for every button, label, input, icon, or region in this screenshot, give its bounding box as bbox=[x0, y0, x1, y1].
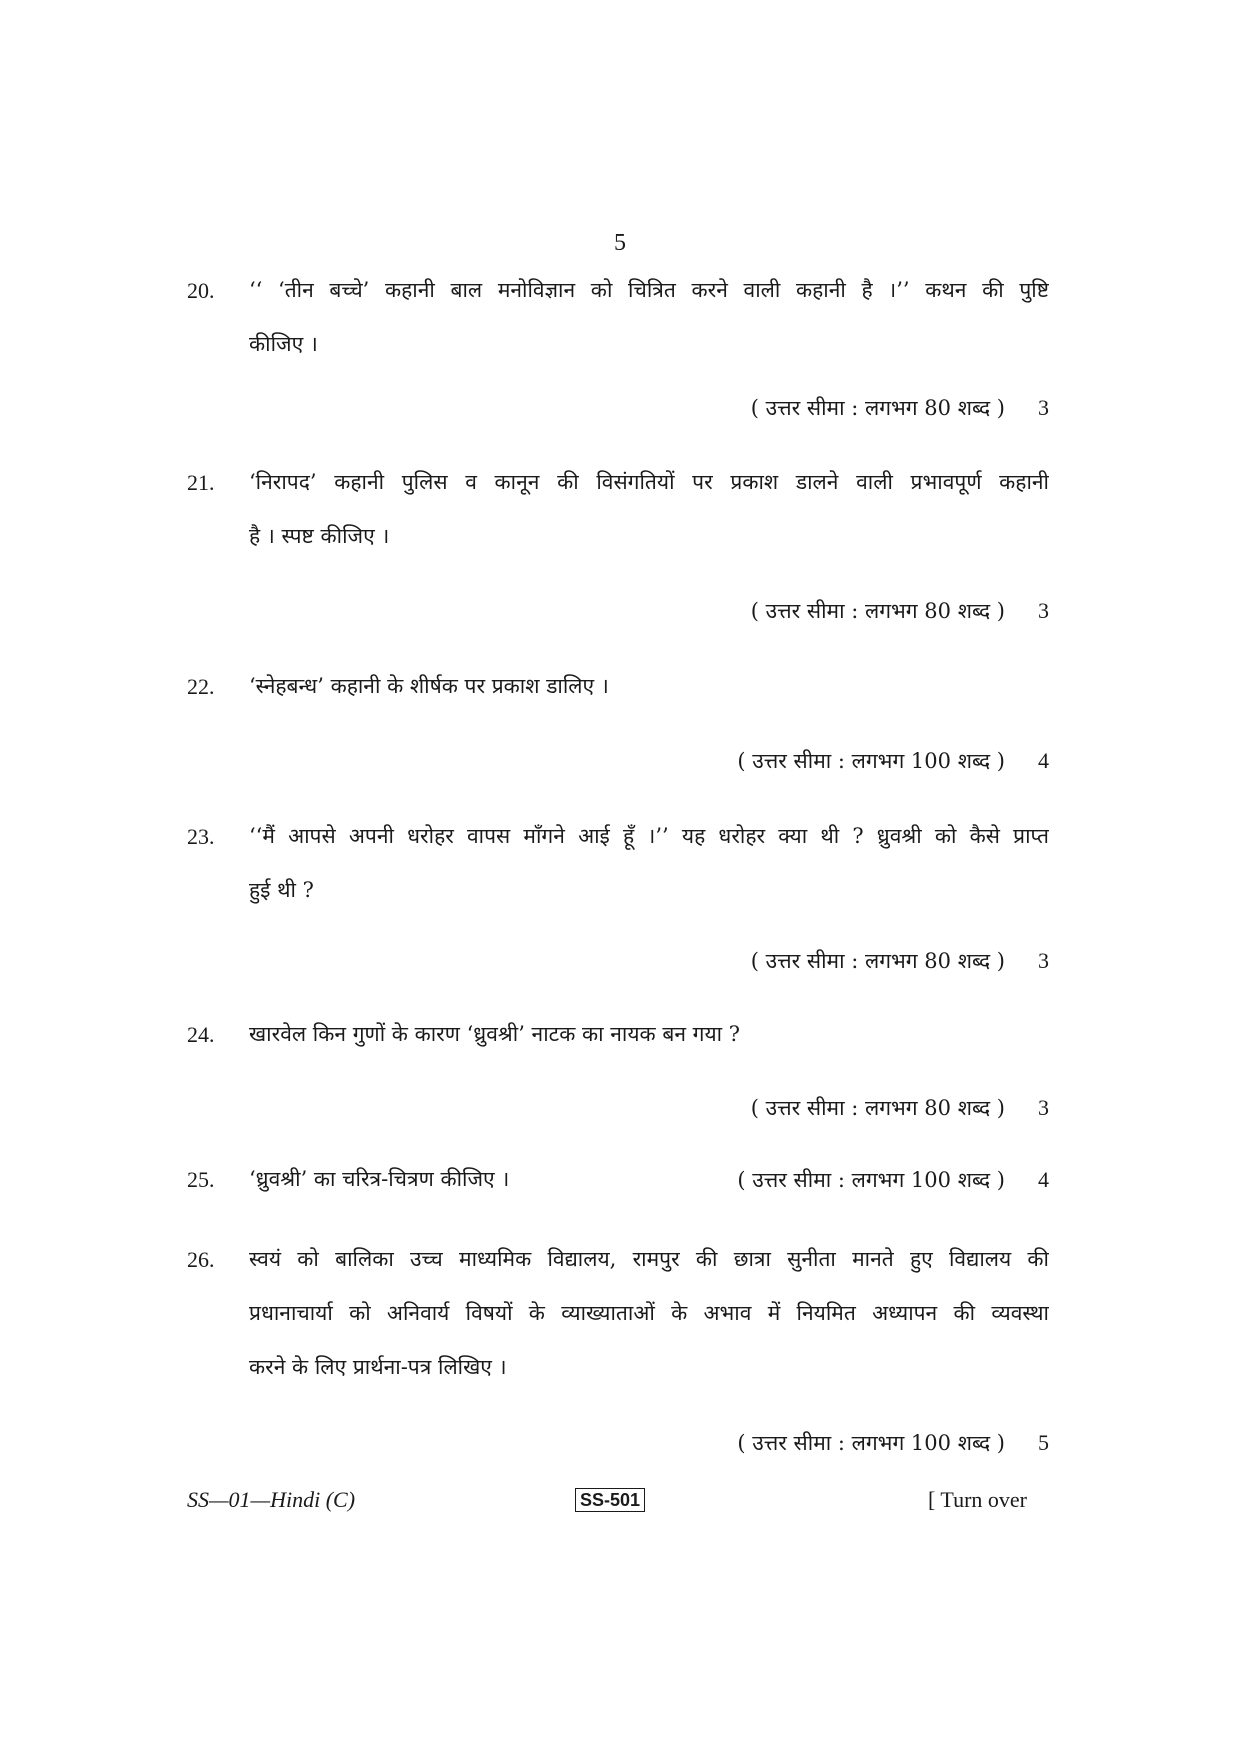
answer-limit: ( उत्तर सीमा : लगभग 100 शब्द ) bbox=[737, 1168, 1005, 1192]
question-text-line: करने के लिए प्रार्थना-पत्र लिखिए । bbox=[249, 1355, 507, 1379]
marks: 5 bbox=[1038, 1430, 1049, 1455]
question-text-line: है । स्पष्ट कीजिए । bbox=[249, 524, 390, 548]
page-number: 5 bbox=[614, 230, 626, 256]
footer-turn-over: [ Turn over bbox=[928, 1487, 1028, 1512]
question-text-line: ‘ध्रुवश्री’ का चरित्र-चित्रण कीजिए । bbox=[249, 1167, 510, 1191]
question-text-line: हुई थी ? bbox=[249, 878, 314, 902]
marks: 3 bbox=[1038, 395, 1049, 420]
footer-series-box: SS-501 bbox=[575, 1488, 645, 1512]
marks: 3 bbox=[1038, 598, 1049, 623]
answer-limit: ( उत्तर सीमा : लगभग 80 शब्द ) bbox=[750, 1096, 1005, 1120]
question-number: 21. bbox=[187, 470, 215, 495]
question-text-line: खारवेल किन गुणों के कारण ‘ध्रुवश्री’ नाटक का नायक बन गया ? bbox=[249, 1022, 741, 1046]
question-number: 23. bbox=[187, 824, 215, 849]
question-text-line: प्रधानाचार्या को अनिवार्य विषयों के व्याख्याताओं के अभाव में नियमित अध्यापन की व्यवस्था bbox=[249, 1301, 1049, 1325]
question-text-line: कीजिए । bbox=[249, 332, 318, 356]
marks: 3 bbox=[1038, 1095, 1049, 1120]
answer-limit: ( उत्तर सीमा : लगभग 100 शब्द ) bbox=[737, 1431, 1005, 1455]
footer-paper-code: SS—01—Hindi (C) bbox=[187, 1487, 356, 1512]
question-text-line: ‘निरापद’ कहानी पुलिस व कानून की विसंगतियों पर प्रकाश डालने वाली प्रभावपूर्ण कहानी bbox=[249, 470, 1049, 494]
marks: 4 bbox=[1038, 748, 1049, 773]
question-number: 26. bbox=[187, 1247, 215, 1272]
question-text-line: ‘‘ ‘तीन बच्चे’ कहानी बाल मनोविज्ञान को चित्रित करने वाली कहानी है ।’’ कथन की पुष्टि bbox=[249, 278, 1049, 302]
answer-limit: ( उत्तर सीमा : लगभग 100 शब्द ) bbox=[737, 749, 1005, 773]
question-text-line: स्वयं को बालिका उच्च माध्यमिक विद्यालय, रामपुर की छात्रा सुनीता मानते हुए विद्यालय की bbox=[249, 1247, 1049, 1271]
marks: 4 bbox=[1038, 1167, 1049, 1192]
question-number: 22. bbox=[187, 674, 215, 699]
question-text-line: ‘‘मैं आपसे अपनी धरोहर वापस माँगने आई हूँ ।’’ यह धरोहर क्या थी ? ध्रुवश्री को कैसे प्राप्त bbox=[249, 824, 1049, 848]
marks: 3 bbox=[1038, 948, 1049, 973]
answer-limit: ( उत्तर सीमा : लगभग 80 शब्द ) bbox=[750, 949, 1005, 973]
question-number: 24. bbox=[187, 1022, 215, 1047]
question-number: 25. bbox=[187, 1167, 215, 1192]
question-text-line: ‘स्नेहबन्ध’ कहानी के शीर्षक पर प्रकाश डालिए । bbox=[249, 674, 609, 698]
question-number: 20. bbox=[187, 278, 215, 303]
answer-limit: ( उत्तर सीमा : लगभग 80 शब्द ) bbox=[750, 396, 1005, 420]
answer-limit: ( उत्तर सीमा : लगभग 80 शब्द ) bbox=[750, 599, 1005, 623]
